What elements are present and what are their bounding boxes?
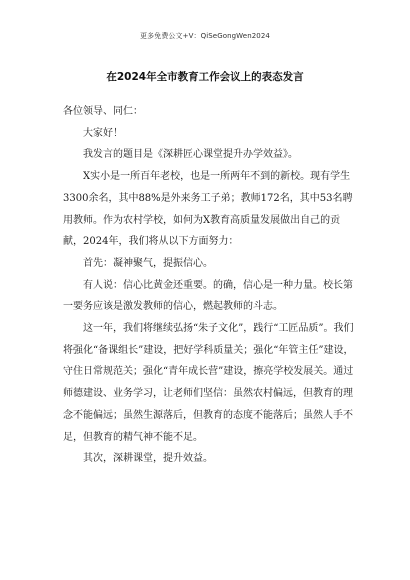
document-body	[63, 101, 355, 470]
paragraph-greeting: 大家好！	[83, 127, 123, 139]
paragraph-plan: 这一年，我们将继续弘扬“朱子文化”，践行“工匠品质”。我们将强化“备课组长”建设，把好学科质量关；强化“年管主任”建设，守住日常规范关；强化“青年成长营”建设，擦亮学校发展关。通过师德建设、业务学习，让老师们坚信：虽然农村偏远，但教育的理念不能偏远；虽然生源落后，但教育的态度不能落后；虽然人手不足，但教育的精气神不能不足。	[63, 323, 354, 443]
header-note: 更多免费公文+V：QiSeGongWen2024	[140, 32, 270, 40]
paragraph-first-point: 首先：凝神聚气，提振信心。	[83, 257, 213, 269]
document-title: 在2024年全市教育工作会议上的表态发言	[106, 71, 304, 83]
paragraph-topic: 我发言的题目是《深耕匠心课堂提升办学效益》。	[83, 149, 298, 161]
paragraph-second-point: 其次，深耕课堂，提升效益。	[83, 453, 213, 465]
paragraph-school-intro: X实小是一所百年老校，也是一所两年不到的新校。现有学生3300余名，其中88%是外来务工子弟；教师172名，其中53名聘用教师。作为农村学校，如何为X教育高质量发展做出自己的贡献，2024年，我们将从以下方面努力：	[63, 171, 353, 248]
salutation: 各位领导、同仁：	[63, 106, 143, 117]
paragraph-confidence: 有人说：信心比黄金还重要。的确，信心是一种力量。校长第一要务应该是激发教师的信心，燃起教师的斗志。	[63, 279, 353, 313]
